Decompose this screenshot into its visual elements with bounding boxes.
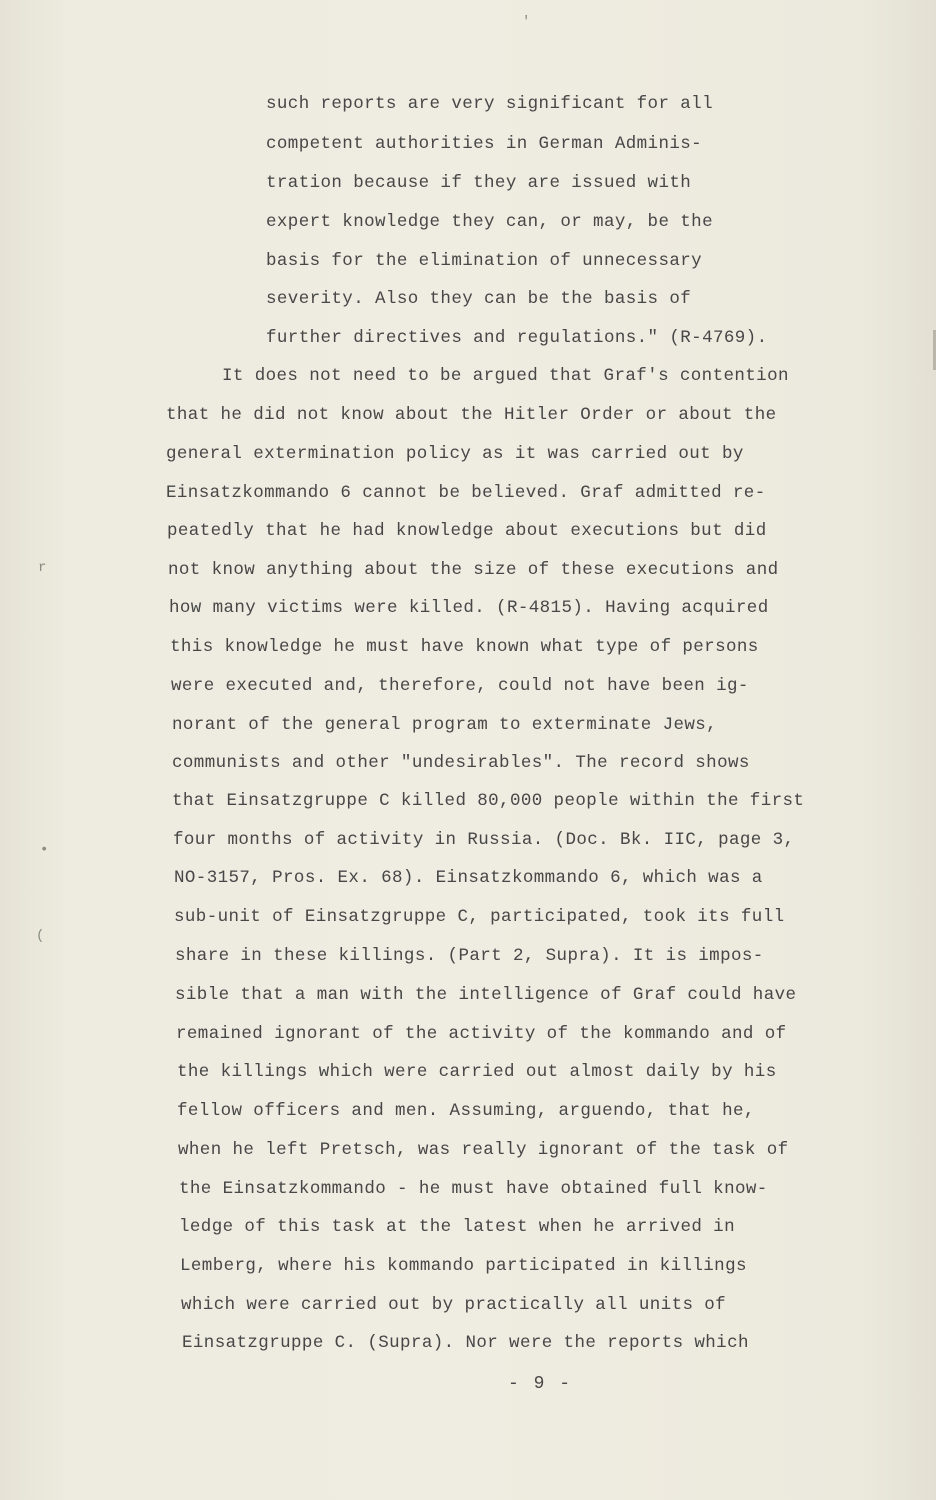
- margin-speck: •: [40, 842, 49, 858]
- quote-line: tration because if they are issued with: [266, 173, 692, 193]
- body-line: Einsatzkommando 6 cannot be believed. Graf admitted re-: [166, 483, 766, 503]
- quote-line: expert knowledge they can, or may, be the: [266, 212, 713, 232]
- body-line: the Einsatzkommando - he must have obtained full know-: [179, 1179, 768, 1199]
- margin-speck: r: [38, 560, 47, 576]
- body-line: remained ignorant of the activity of the kommando and of: [176, 1024, 787, 1044]
- body-line: NO-3157, Pros. Ex. 68). Einsatzkommando 6, which was a: [174, 868, 763, 888]
- quote-line: severity. Also they can be the basis of: [266, 289, 692, 309]
- body-line: Einsatzgruppe C. (Supra). Nor were the reports which: [182, 1333, 749, 1353]
- body-line: the killings which were carried out almost daily by his: [177, 1062, 777, 1082]
- body-line: communists and other "undesirables". The record shows: [172, 753, 750, 773]
- body-line: norant of the general program to exterminate Jews,: [172, 715, 718, 735]
- body-line: sub-unit of Einsatzgruppe C, participated, took its full: [174, 907, 785, 927]
- body-line: It does not need to be argued that Graf's contention: [222, 366, 789, 386]
- quote-line: competent authorities in German Adminis-: [266, 134, 703, 154]
- body-line: not know anything about the size of these executions and: [168, 560, 779, 580]
- body-line: how many victims were killed. (R-4815). Having acquired: [169, 598, 769, 618]
- body-line: share in these killings. (Part 2, Supra). It is impos-: [175, 946, 764, 966]
- body-line: four months of activity in Russia. (Doc. Bk. IIC, page 3,: [173, 830, 795, 850]
- body-line: were executed and, therefore, could not have been ig-: [171, 676, 749, 696]
- body-line: Lemberg, where his kommando participated in killings: [180, 1256, 747, 1276]
- body-line: sible that a man with the intelligence of Graf could have: [175, 985, 797, 1005]
- body-line: that he did not know about the Hitler Order or about the: [166, 405, 777, 425]
- quote-line: such reports are very significant for all: [266, 94, 713, 114]
- quote-line: further directives and regulations." (R-4769).: [266, 328, 768, 348]
- body-line: when he left Pretsch, was really ignorant of the task of: [178, 1140, 789, 1160]
- body-line: ledge of this task at the latest when he arrived in: [179, 1217, 735, 1237]
- body-line: general extermination policy as it was carried out by: [166, 444, 744, 464]
- body-line: peatedly that he had knowledge about executions but did: [167, 521, 767, 541]
- margin-speck: (: [36, 928, 45, 944]
- body-line: which were carried out by practically all units of: [181, 1295, 727, 1315]
- scan-speck: ': [522, 14, 531, 30]
- body-line: fellow officers and men. Assuming, arguendo, that he,: [177, 1101, 755, 1121]
- body-line: that Einsatzgruppe C killed 80,000 people within the first: [172, 791, 805, 811]
- page-number: - 9 -: [508, 1374, 573, 1394]
- quote-line: basis for the elimination of unnecessary: [266, 251, 703, 271]
- body-line: this knowledge he must have known what type of persons: [170, 637, 759, 657]
